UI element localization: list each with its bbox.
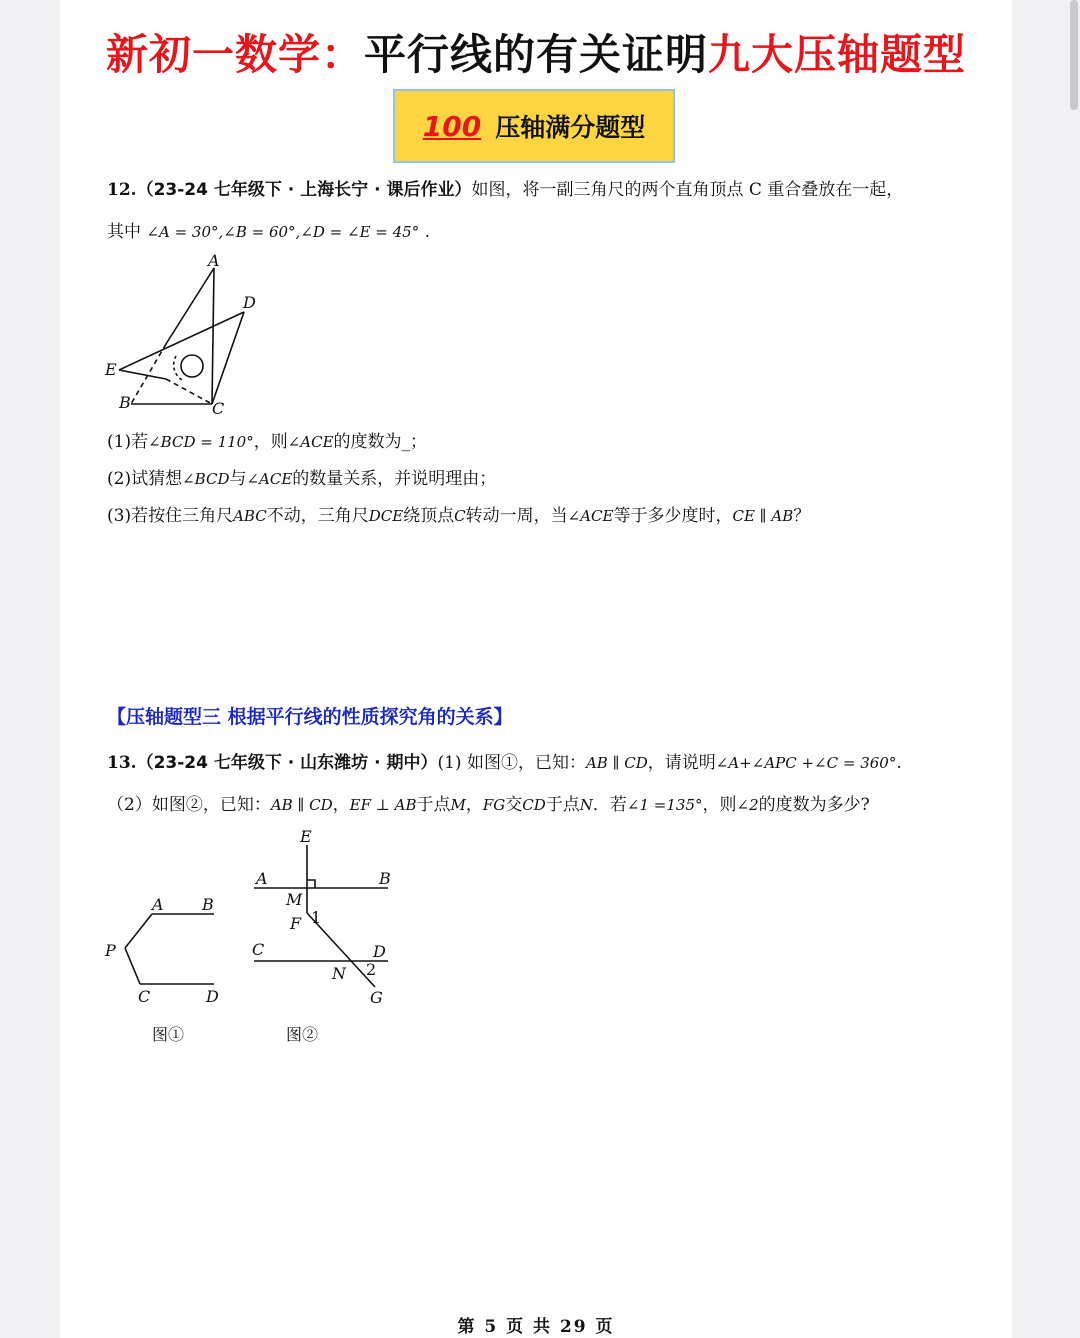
svg-text:图①: 图① <box>152 1025 185 1044</box>
badge-label: 压轴满分题型 <box>495 113 646 142</box>
svg-text:D: D <box>206 987 219 1006</box>
q13-figure-1 <box>100 890 240 1050</box>
scrollbar-thumb[interactable] <box>1070 0 1078 110</box>
svg-text:C: C <box>138 987 151 1006</box>
svg-text:P: P <box>105 941 116 960</box>
svg-text:N: N <box>332 964 346 983</box>
svg-text:A: A <box>256 869 268 888</box>
svg-text:M: M <box>286 890 303 909</box>
q13-line1: 13.（23-24 七年级下 · 山东潍坊 · 期中）(1) 如图①，已知：AB ∥ CD，请说明∠A+∠APC +∠C = 360°. <box>107 753 902 773</box>
q13-figure-2 <box>240 825 410 1050</box>
svg-text:2: 2 <box>366 960 377 979</box>
q13-line2: （2）如图②，已知：AB ∥ CD，EF ⊥ AB于点M，FG交CD于点N．若∠1 =135°，则∠2的度数为多少? <box>107 795 870 815</box>
svg-text:B: B <box>379 869 391 888</box>
q12-sub2: (2)试猜想∠BCD与∠ACE的数量关系，并说明理由； <box>107 469 497 489</box>
page-number-footer: 第 5 页 共 29 页 <box>457 1317 615 1337</box>
q12-line2: 其中 ∠A = 30°,∠B = 60°,∠D = ∠E = 45° . <box>107 222 431 242</box>
q12-sub3: (3)若按住三角尺ABC不动，三角尺DCE绕顶点C转动一周，当∠ACE等于多少度时，CE ∥ AB？ <box>107 506 811 526</box>
svg-text:D: D <box>373 942 386 961</box>
svg-text:A: A <box>152 895 164 914</box>
svg-text:C: C <box>252 940 265 959</box>
q12-line1: 12.（23-24 七年级下 · 上海长宁 · 课后作业）如图，将一副三角尺的两个直角顶点 C 重合叠放在一起， <box>107 180 904 200</box>
svg-text:B: B <box>202 895 214 914</box>
svg-text:B: B <box>119 393 131 412</box>
section-heading: 【压轴题型三 根据平行线的性质探究角的关系】 <box>107 706 513 728</box>
svg-text:C: C <box>212 399 225 418</box>
svg-text:D: D <box>243 293 256 312</box>
svg-text:1: 1 <box>311 908 322 927</box>
svg-text:G: G <box>370 988 383 1007</box>
svg-text:A: A <box>208 251 220 270</box>
svg-text:F: F <box>290 914 302 933</box>
page-title: 新初一数学：平行线的有关证明九大压轴题型 <box>105 30 967 79</box>
svg-text:E: E <box>300 827 312 846</box>
svg-text:图②: 图② <box>286 1025 319 1044</box>
document-page <box>60 0 1012 1338</box>
full-score-badge <box>393 89 675 163</box>
svg-text:E: E <box>105 360 117 379</box>
q12-sub1: (1)若∠BCD = 110°，则∠ACE的度数为_； <box>107 432 428 452</box>
hundred-points-icon: 100 <box>422 109 482 143</box>
q12-triangles-figure <box>100 248 270 420</box>
